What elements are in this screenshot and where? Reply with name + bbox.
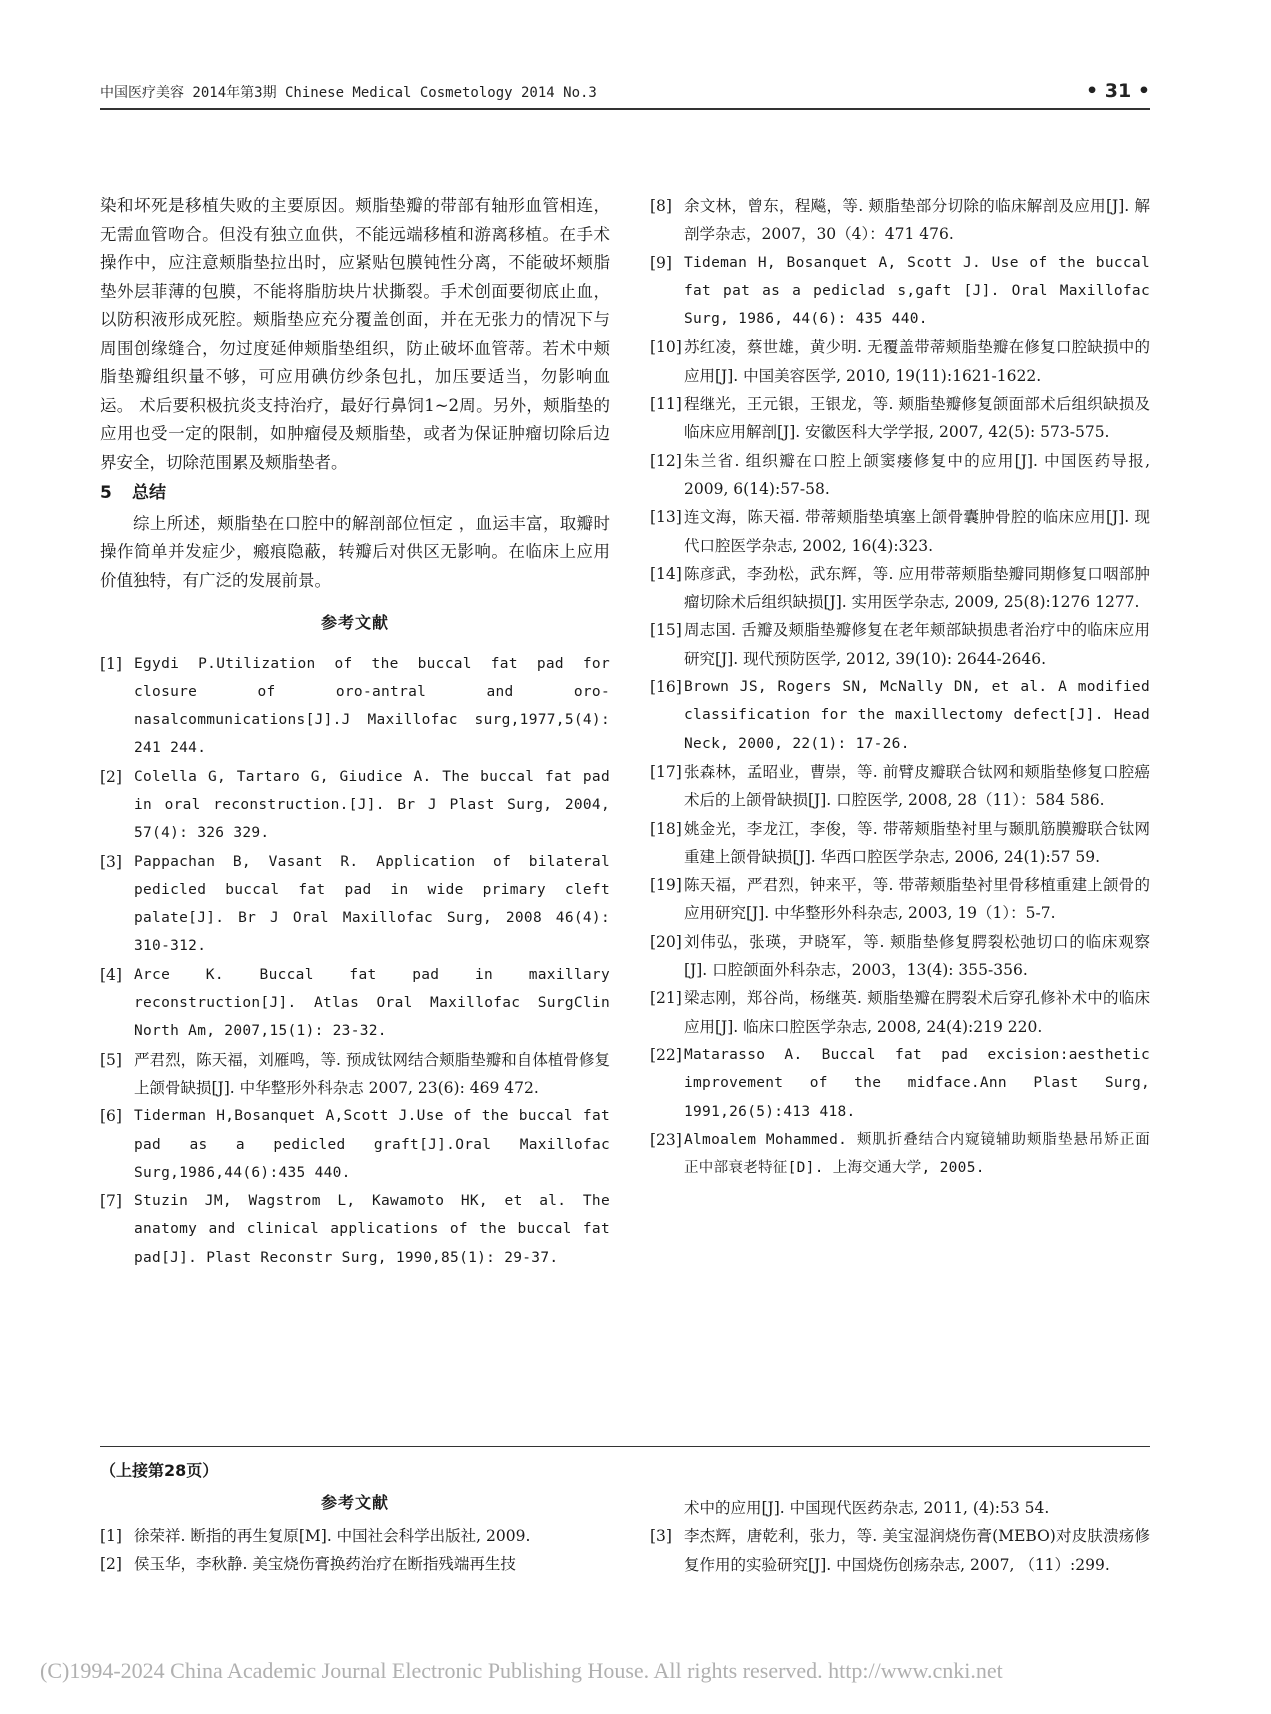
section-title: 总结 xyxy=(132,483,166,503)
reference-number: [16] xyxy=(650,678,682,697)
reference-text: 陈彦武，李劲松，武东辉，等. 应用带蒂颊脂垫瓣同期修复口咽部肿瘤切除术后组织缺损[J]. 实用医学杂志, 2009, 25(8):1276 1277. xyxy=(684,564,1150,612)
reference-text: 严君烈，陈天福，刘雁鸣，等. 预成钛网结合颊脂垫瓣和自体植骨修复上颌骨缺损[J]. 中华整形外科杂志 2007, 23(6): 469 472. xyxy=(134,1050,610,1097)
reference-text: 张森林，孟昭业，曹崇，等. 前臂皮瓣联合钛网和颊脂垫修复口腔癌术后的上颌骨缺损[J]. 口腔医学, 2008, 28（11）：584 586. xyxy=(684,762,1150,810)
reference-number: [9] xyxy=(650,253,672,272)
running-header xyxy=(100,80,1150,104)
reference-item xyxy=(100,1046,610,1103)
reference-item xyxy=(650,560,1150,617)
reference-number: [14] xyxy=(650,564,682,583)
reference-text: 徐荣祥. 断指的再生复原[M]. 中国社会科学出版社, 2009. xyxy=(134,1527,531,1545)
page-number: • 31 • xyxy=(1086,80,1150,102)
reference-item xyxy=(650,673,1150,758)
reference-item xyxy=(650,192,1150,249)
reference-number: [10] xyxy=(650,338,682,357)
reference-text: Stuzin JM, Wagstrom L, Kawamoto HK, et al. The anatomy and clinical applications of the buccal fat pad[J]. Plast Reconstr Surg, 1990,85(1): 29-37. xyxy=(134,1193,610,1266)
reference-text: 李杰辉，唐乾利，张力，等. 美宝湿润烧伤膏(MEBO)对皮肤溃疡修复作用的实验研究[J]. 中国烧伤创疡杂志, 2007, （11）:299. xyxy=(684,1527,1150,1574)
references-title: 参考文献 xyxy=(320,613,389,632)
reference-text: 梁志刚，郑谷尚，杨继英. 颊脂垫瓣在腭裂术后穿孔修补术中的临床应用[J]. 临床口腔医学杂志, 2008, 24(4):219 220. xyxy=(684,989,1150,1036)
reference-text: Matarasso A. Buccal fat pad excision:aesthetic improvement of the midface.Ann Plast Surg, 1991,26(5):413 418. xyxy=(684,1046,1150,1120)
reference-number: [3] xyxy=(100,852,122,871)
reference-item xyxy=(100,650,610,763)
reference-number: [19] xyxy=(650,876,682,895)
reference-number: [21] xyxy=(650,989,682,1008)
reference-continuation: 术中的应用[J]. 中国现代医药杂志, 2011, (4):53 54. xyxy=(684,1499,1050,1517)
reference-item xyxy=(100,961,610,1046)
reference-number: [2] xyxy=(100,767,122,786)
reference-text: 侯玉华，李秋静. 美宝烧伤膏换药治疗在断指残端再生技 xyxy=(134,1555,516,1574)
reference-text: 连文海，陈天福. 带蒂颊脂垫填塞上颌骨囊肿骨腔的临床应用[J]. 现代口腔医学杂志, 2002, 16(4):323. xyxy=(684,508,1150,555)
right-column xyxy=(650,192,1150,1182)
reference-item xyxy=(100,1102,610,1187)
continued-from-label: （上接第28页） xyxy=(100,1461,219,1480)
reference-number: [1] xyxy=(100,1527,122,1545)
reference-number: [23] xyxy=(650,1130,682,1149)
reference-item xyxy=(650,871,1150,928)
bottom-right-column xyxy=(650,1494,1150,1579)
reference-text: 刘伟弘，张瑛，尹晓军，等. 颊脂垫修复腭裂松弛切口的临床观察[J]. 口腔颌面外科杂志，2003，13(4): 355-356. xyxy=(684,932,1150,980)
reference-text: 程继光，王元银，王银龙，等. 颊脂垫瓣修复颌面部术后组织缺损及临床应用解剖[J]. 安徽医科大学学报, 2007, 42(5): 573-575. xyxy=(684,395,1150,442)
section-heading xyxy=(100,479,610,508)
reference-list xyxy=(650,1522,1150,1579)
reference-list xyxy=(100,1522,610,1579)
reference-item xyxy=(650,1041,1150,1126)
reference-number: [2] xyxy=(100,1555,122,1574)
left-column xyxy=(100,192,610,1272)
body-paragraph: 染和坏死是移植失败的主要原因。颊脂垫瓣的带部有轴形血管相连，无需血管吻合。但没有独立血供，不能远端移植和游离移植。在手术操作中，应注意颊脂垫拉出时，应紧贴包膜钝性分离，不能破坏颊脂垫外层菲薄的包膜，不能将脂肪块片状撕裂。手术创面要彻底止血，以防积液形成死腔。颊脂垫应充分覆盖创面，并在无张力的情况下与周围创缘缝合，勿过度延伸颊脂垫组织，防止破坏血管蒂。若术中颊脂垫瓣组织量不够，可应用碘仿纱条包扎，加压要适当，勿影响血运。 术后要积极抗炎支持治疗，最好行鼻饲1~2周。另外，颊脂垫的应用也受一定的限制，如肿瘤侵及颊脂垫，或者为保证肿瘤切除后边界安全，切除范围累及颊脂垫者。 xyxy=(100,196,610,472)
reference-item xyxy=(100,1187,610,1272)
bottom-left-column xyxy=(100,1522,610,1579)
reference-text: Colella G, Tartaro G, Giudice A. The buccal fat pad in oral reconstruction.[J]. Br J Plast Surg, 2004, 57(4): 326 329. xyxy=(134,768,610,842)
reference-number: [3] xyxy=(650,1527,672,1546)
reference-number: [15] xyxy=(650,621,682,640)
copyright-footer: (C)1994-2024 China Academic Journal Electronic Publishing House. All rights reserved. http://www.cnki.net xyxy=(40,1658,1003,1683)
reference-text: Tideman H, Bosanquet A, Scott J. Use of the buccal fat pat as a pediclad s,gaft [J]. Oral Maxillofac Surg, 1986, 44(6): 435 440. xyxy=(684,254,1150,328)
reference-list xyxy=(100,650,610,1273)
reference-text: 余文林，曾东，程飚，等. 颊脂垫部分切除的临床解剖及应用[J]. 解剖学杂志，2007，30（4）：471 476. xyxy=(684,197,1150,244)
reference-text: 姚金光，李龙江，李俊，等. 带蒂颊脂垫衬里与颞肌筋膜瓣联合钛网重建上颌骨缺损[J]. 华西口腔医学杂志, 2006, 24(1):57 59. xyxy=(684,819,1150,866)
reference-item xyxy=(650,447,1150,504)
reference-number: [12] xyxy=(650,451,682,470)
reference-number: [5] xyxy=(100,1050,122,1069)
conclusion-paragraph: 综上所述，颊脂垫在口腔中的解剖部位恒定 ，血运丰富，取瓣时操作简单并发症少，瘢痕隐蔽，转瓣后对供区无影响。在临床上应用价值独特，有广泛的发展前景。 xyxy=(100,513,610,590)
reference-item xyxy=(100,763,610,848)
reference-number: [22] xyxy=(650,1045,682,1064)
reference-number: [17] xyxy=(650,762,682,781)
reference-text: 陈天福，严君烈，钟来平，等. 带蒂颊脂垫衬里骨移植重建上颌骨的应用研究[J]. 中华整形外科杂志, 2003, 19（1）：5-7. xyxy=(684,876,1150,923)
reference-item xyxy=(650,1126,1150,1183)
reference-item xyxy=(650,928,1150,985)
reference-item xyxy=(650,984,1150,1041)
reference-text: Arce K. Buccal fat pad in maxillary reconstruction[J]. Atlas Oral Maxillofac SurgClin North Am, 2007,15(1): 23-32. xyxy=(134,966,610,1040)
reference-text: 苏红凌，蔡世雄，黄少明. 无覆盖带蒂颊脂垫瓣在修复口腔缺损中的应用[J]. 中国美容医学, 2010, 19(11):1621-1622. xyxy=(684,338,1150,385)
reference-item xyxy=(650,503,1150,560)
reference-text: Tiderman H,Bosanquet A,Scott J.Use of the buccal fat pad as a pedicled graft[J].Oral Maxillofac Surg,1986,44(6):435 440. xyxy=(134,1108,610,1181)
journal-header-text: 中国医疗美容 2014年第3期 Chinese Medical Cosmetology 2014 No.3 xyxy=(100,85,597,101)
reference-text: Brown JS, Rogers SN, McNally DN, et al. A modified classification for the maxillectomy defect[J]. Head Neck, 2000, 22(1): 17-26. xyxy=(684,679,1150,752)
reference-item xyxy=(650,1522,1150,1579)
reference-item xyxy=(650,333,1150,390)
reference-text: Almoalem Mohammed. 颊肌折叠结合内窥镜辅助颊脂垫悬吊矫正面正中部衰老特征[D]. 上海交通大学, 2005. xyxy=(684,1131,1150,1177)
reference-number: [13] xyxy=(650,508,682,527)
reference-item xyxy=(650,758,1150,815)
section-divider xyxy=(100,1446,1150,1447)
reference-text: 朱兰省. 组织瓣在口腔上颌窦瘘修复中的应用[J]. 中国医药导报, 2009, 6(14):57-58. xyxy=(684,451,1150,498)
reference-item xyxy=(650,390,1150,447)
reference-number: [8] xyxy=(650,197,672,215)
reference-item xyxy=(650,249,1150,334)
reference-item xyxy=(650,616,1150,673)
header-divider xyxy=(100,108,1150,110)
reference-item xyxy=(100,1550,610,1578)
reference-item xyxy=(650,815,1150,872)
reference-text: Egydi P.Utilization of the buccal fat pad for closure of oro-antral and oro-nasalcommunications[J].J Maxillofac surg,1977,5(4): 241 244. xyxy=(134,655,610,757)
section-number: 5 xyxy=(100,483,112,503)
reference-number: [1] xyxy=(100,654,122,673)
reference-number: [7] xyxy=(100,1192,122,1211)
reference-number: [18] xyxy=(650,819,682,838)
reference-number: [6] xyxy=(100,1107,122,1126)
reference-item xyxy=(100,1522,610,1550)
reference-number: [11] xyxy=(650,395,682,414)
reference-item xyxy=(100,848,610,961)
reference-list xyxy=(650,192,1150,1182)
reference-text: 周志国. 舌瓣及颊脂垫瓣修复在老年颊部缺损患者治疗中的临床应用研究[J]. 现代预防医学, 2012, 39(10): 2644-2646. xyxy=(684,621,1150,668)
references-title: 参考文献 xyxy=(320,1493,389,1512)
reference-number: [20] xyxy=(650,932,682,951)
reference-text: Pappachan B, Vasant R. Application of bilateral pedicled buccal fat pad in wide primary cleft palate[J]. Br J Oral Maxillofac Surg, 2008 46(4): 310-312. xyxy=(134,853,610,955)
reference-number: [4] xyxy=(100,965,122,984)
